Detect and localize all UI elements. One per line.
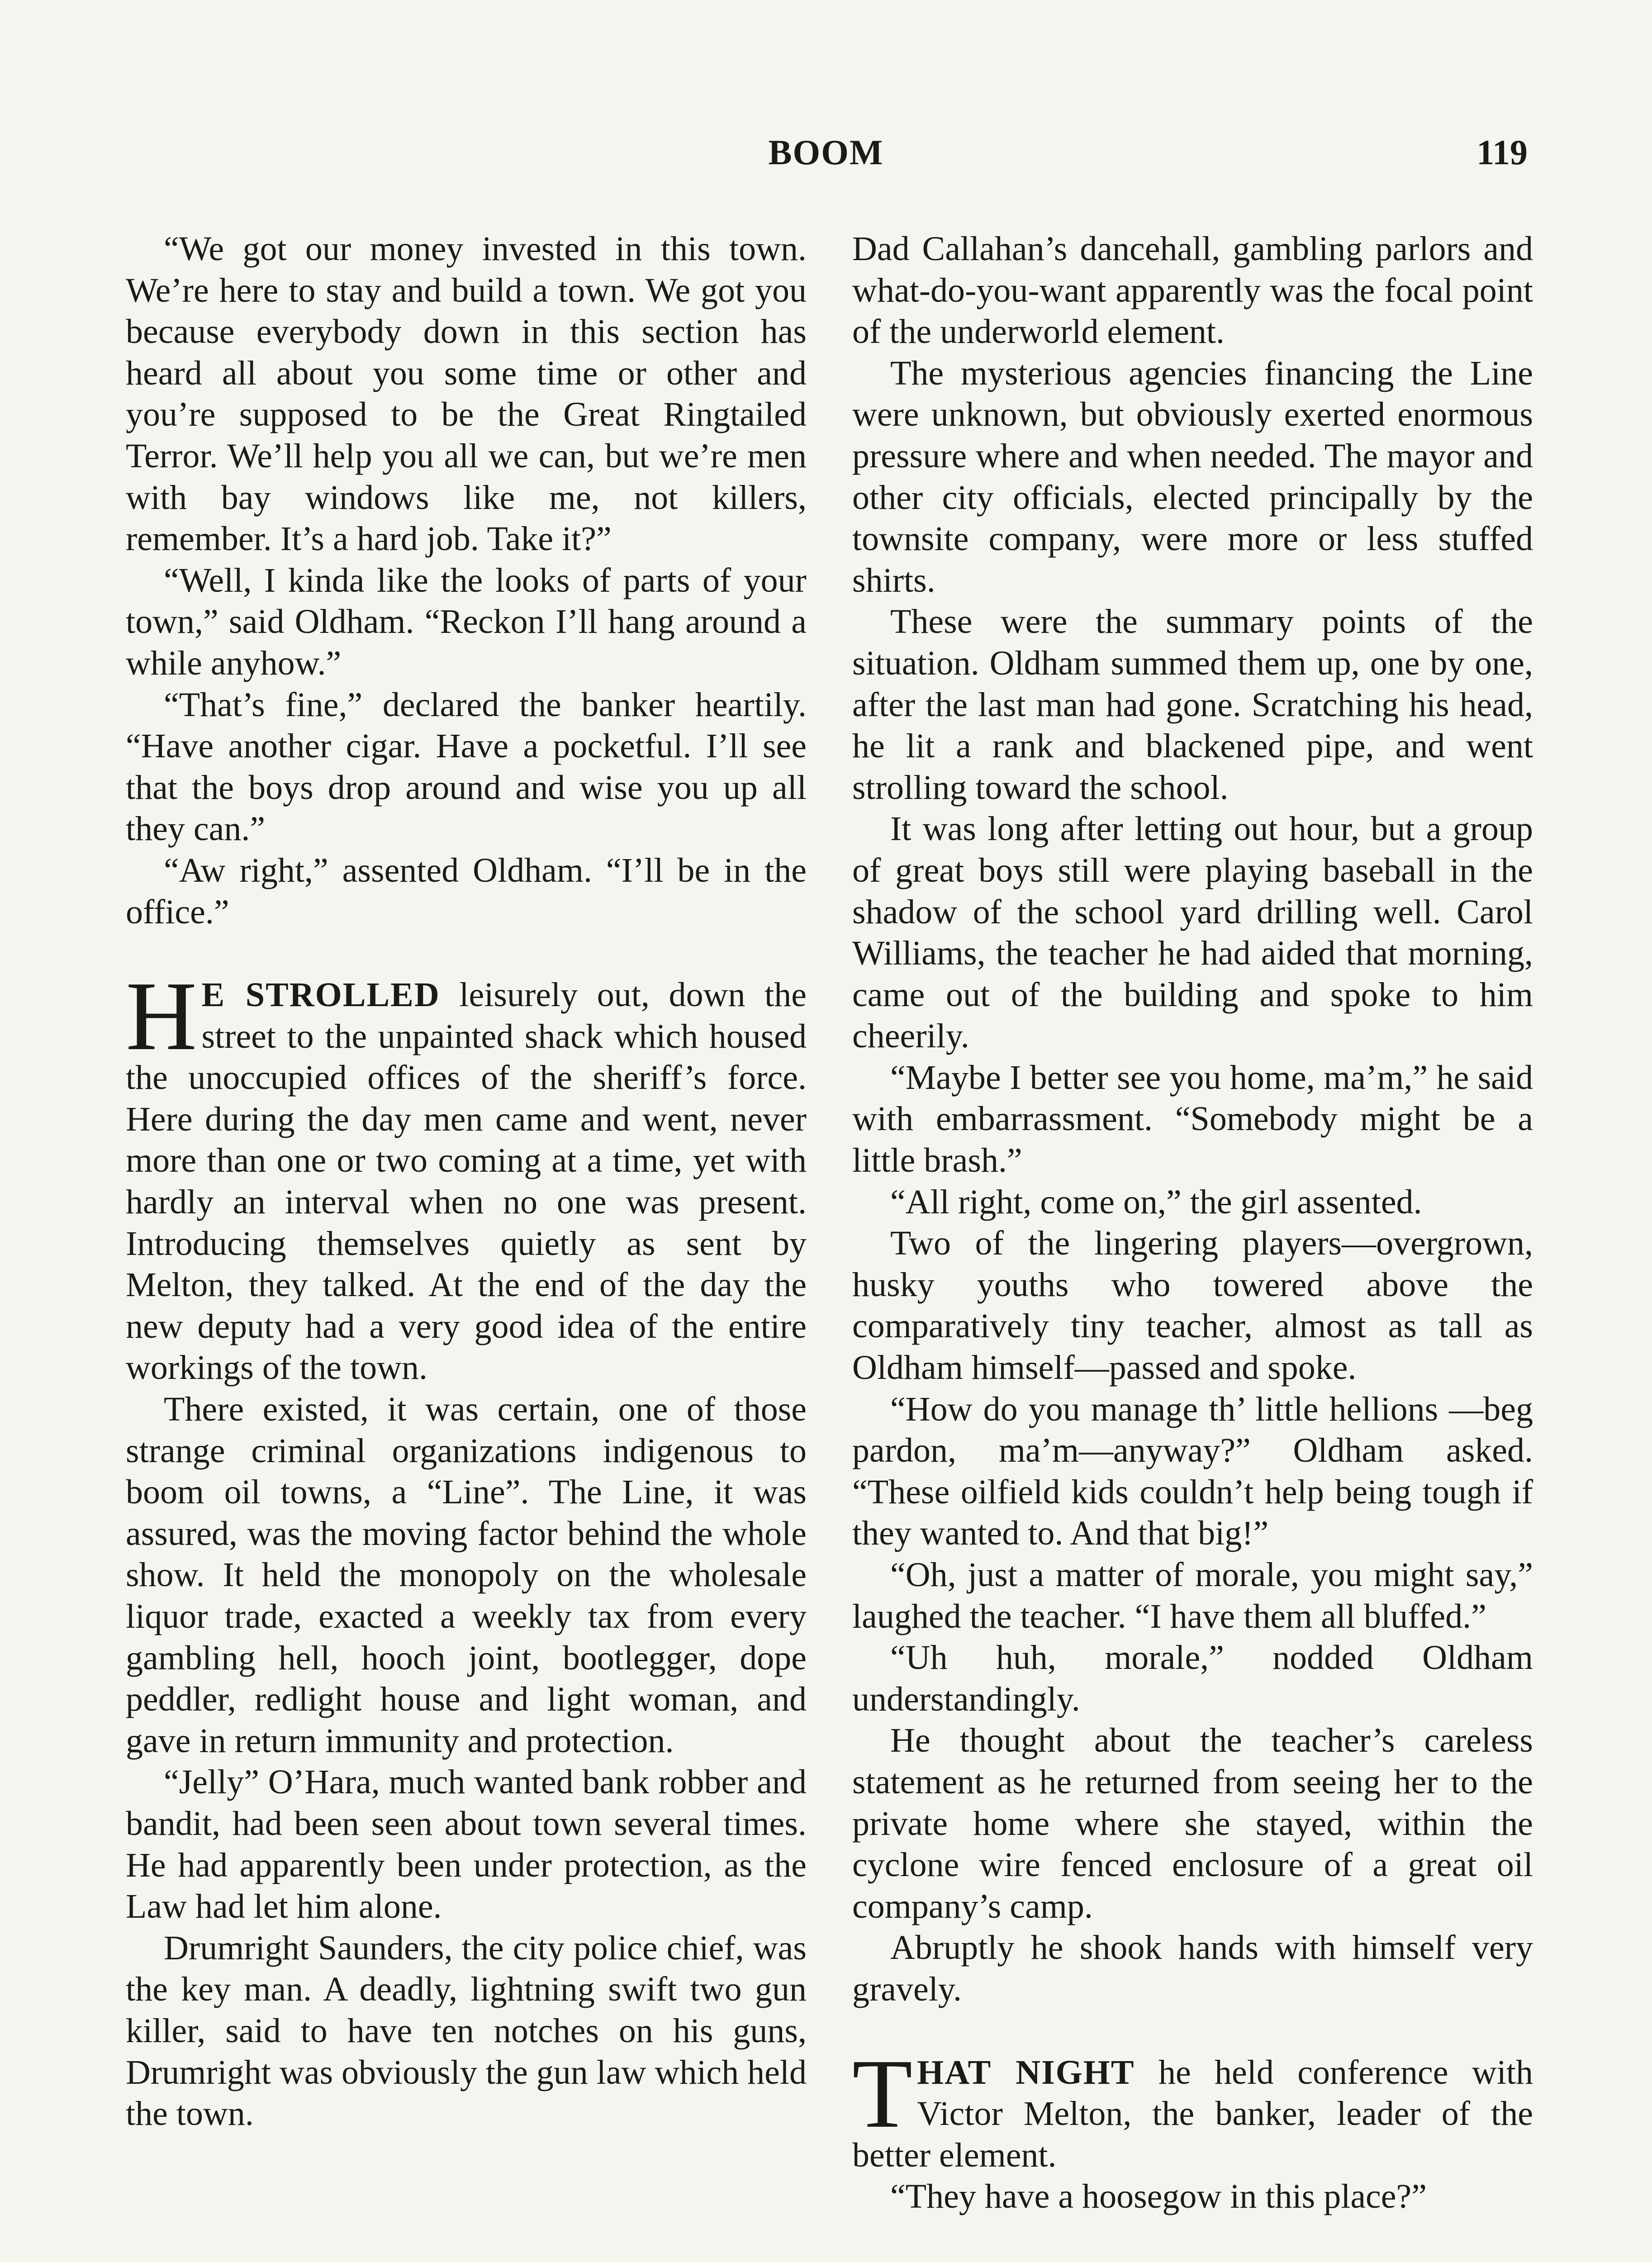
paragraph: “We got our money invested in this town. We’re here to stay and build a town. We got you because everybody down in this section has heard all about you some time or other and you’re supposed to be the Great Ringtailed Terror. We’ll help you all we can, but we’re men with bay windows like me, not killers, remember. It’s a hard job. Take it?” xyxy=(126,230,807,558)
paragraph: “Oh, just a matter of morale, you might say,” laughed the teacher. “I have them all bluffed.” xyxy=(852,1556,1533,1635)
lead-in-caps: HAT NIGHT xyxy=(917,2053,1135,2091)
paragraph: “That’s fine,” declared the banker heartily. “Have another cigar. Have a pocketful. I’ll see that the boys drop around and wise you up all they can.” xyxy=(126,685,807,848)
paragraph-text: leisurely out, down the street to the unpainted shack which housed the unoccupied offices of the sheriff’s force. Here during the day men came and went, never more than one or two coming at a time, yet with hardly an interval when no one was present. Introducing themselves quietly as sent by Melton, they talked. At the end of the day the new deputy had a very good idea of the entire workings of the town. xyxy=(126,976,807,1387)
drop-cap: T xyxy=(852,2039,913,2148)
paragraph: “All right, come on,” the girl assented. xyxy=(890,1183,1422,1221)
page-number: 119 xyxy=(1476,133,1528,172)
paragraph: The mysterious agencies financing the Line were unknown, but obviously exerted enormous pressure where and when needed. The mayor and other city officials, elected principally by the townsite company, were more or less stuffed shirts. xyxy=(852,354,1533,599)
paragraph-text: he held conference with Victor Melton, the banker, leader of the better element. xyxy=(852,2053,1533,2174)
paragraph: “Maybe I better see you home, ma’m,” he said with embarrassment. “Somebody might be a little brash.” xyxy=(852,1058,1533,1180)
paragraph: These were the summary points of the situation. Oldham summed them up, one by one, after the last man had gone. Scratching his head, he lit a rank and blackened pipe, and went strolling toward the school. xyxy=(852,603,1533,807)
paragraph: Two of the lingering players—overgrown, husky youths who towered above the comparatively tiny teacher, almost as tall as Oldham himself—passed and spoke. xyxy=(852,1224,1533,1387)
paragraph: “They have a hoosegow in this place?” xyxy=(890,2177,1427,2216)
lead-in-caps: E STROLLED xyxy=(201,976,440,1014)
paragraph: Drumright Saunders, the city police chief, was the key man. A deadly, lightning swift two gun killer, said to have ten notches on his guns, Drumright was obviously the gun law which held the town. xyxy=(126,1929,807,2133)
paragraph: “Well, I kinda like the looks of parts of your town,” said Oldham. “Reckon I’ll hang around a while anyhow.” xyxy=(126,561,807,682)
section-opening-paragraph xyxy=(852,2039,1533,2176)
paragraph: “Aw right,” assented Oldham. “I’ll be in the office.” xyxy=(126,851,807,931)
paragraph: “Jelly” O’Hara, much wanted bank robber and bandit, had been seen about town several times. He had apparently been under protection, as the Law had let him alone. xyxy=(126,1763,807,1926)
right-column xyxy=(852,228,1533,2218)
paragraph: He thought about the teacher’s careless statement as he returned from seeing her to the private home where she stayed, within the cyclone wire fenced enclosure of a great oil company’s camp. xyxy=(852,1721,1533,1925)
paragraph: “How do you manage th’ little hellions —beg pardon, ma’m—anyway?” Oldham asked. “These oilfield kids couldn’t help being tough if they wanted to. And that big!” xyxy=(852,1390,1533,1553)
paragraph: Dad Callahan’s dancehall, gambling parlors and what-do-you-want apparently was the focal point of the underworld element. xyxy=(852,230,1533,351)
paragraph: It was long after letting out hour, but a group of great boys still were playing baseball in the shadow of the school yard drilling well. Carol Williams, the teacher he had aided that morning, came out of the building and spoke to him cheerily. xyxy=(852,810,1533,1055)
running-header-title: BOOM xyxy=(768,133,884,172)
paragraph: Abruptly he shook hands with himself very gravely. xyxy=(852,1929,1533,2008)
drop-cap: H xyxy=(126,962,197,1071)
paragraph: There existed, it was certain, one of those strange criminal organizations indigenous to boom oil towns, a “Line”. The Line, it was assured, was the moving factor behind the whole show. It held the monopoly on the wholesale liquor trade, exacted a weekly tax from every gambling hell, hooch joint, bootlegger, dope peddler, redlight house and light woman, and gave in return immunity and protection. xyxy=(126,1390,807,1760)
left-column xyxy=(126,228,807,2135)
paragraph: “Uh huh, morale,” nodded Oldham understandingly. xyxy=(852,1639,1533,1718)
section-opening-paragraph xyxy=(126,962,807,1389)
